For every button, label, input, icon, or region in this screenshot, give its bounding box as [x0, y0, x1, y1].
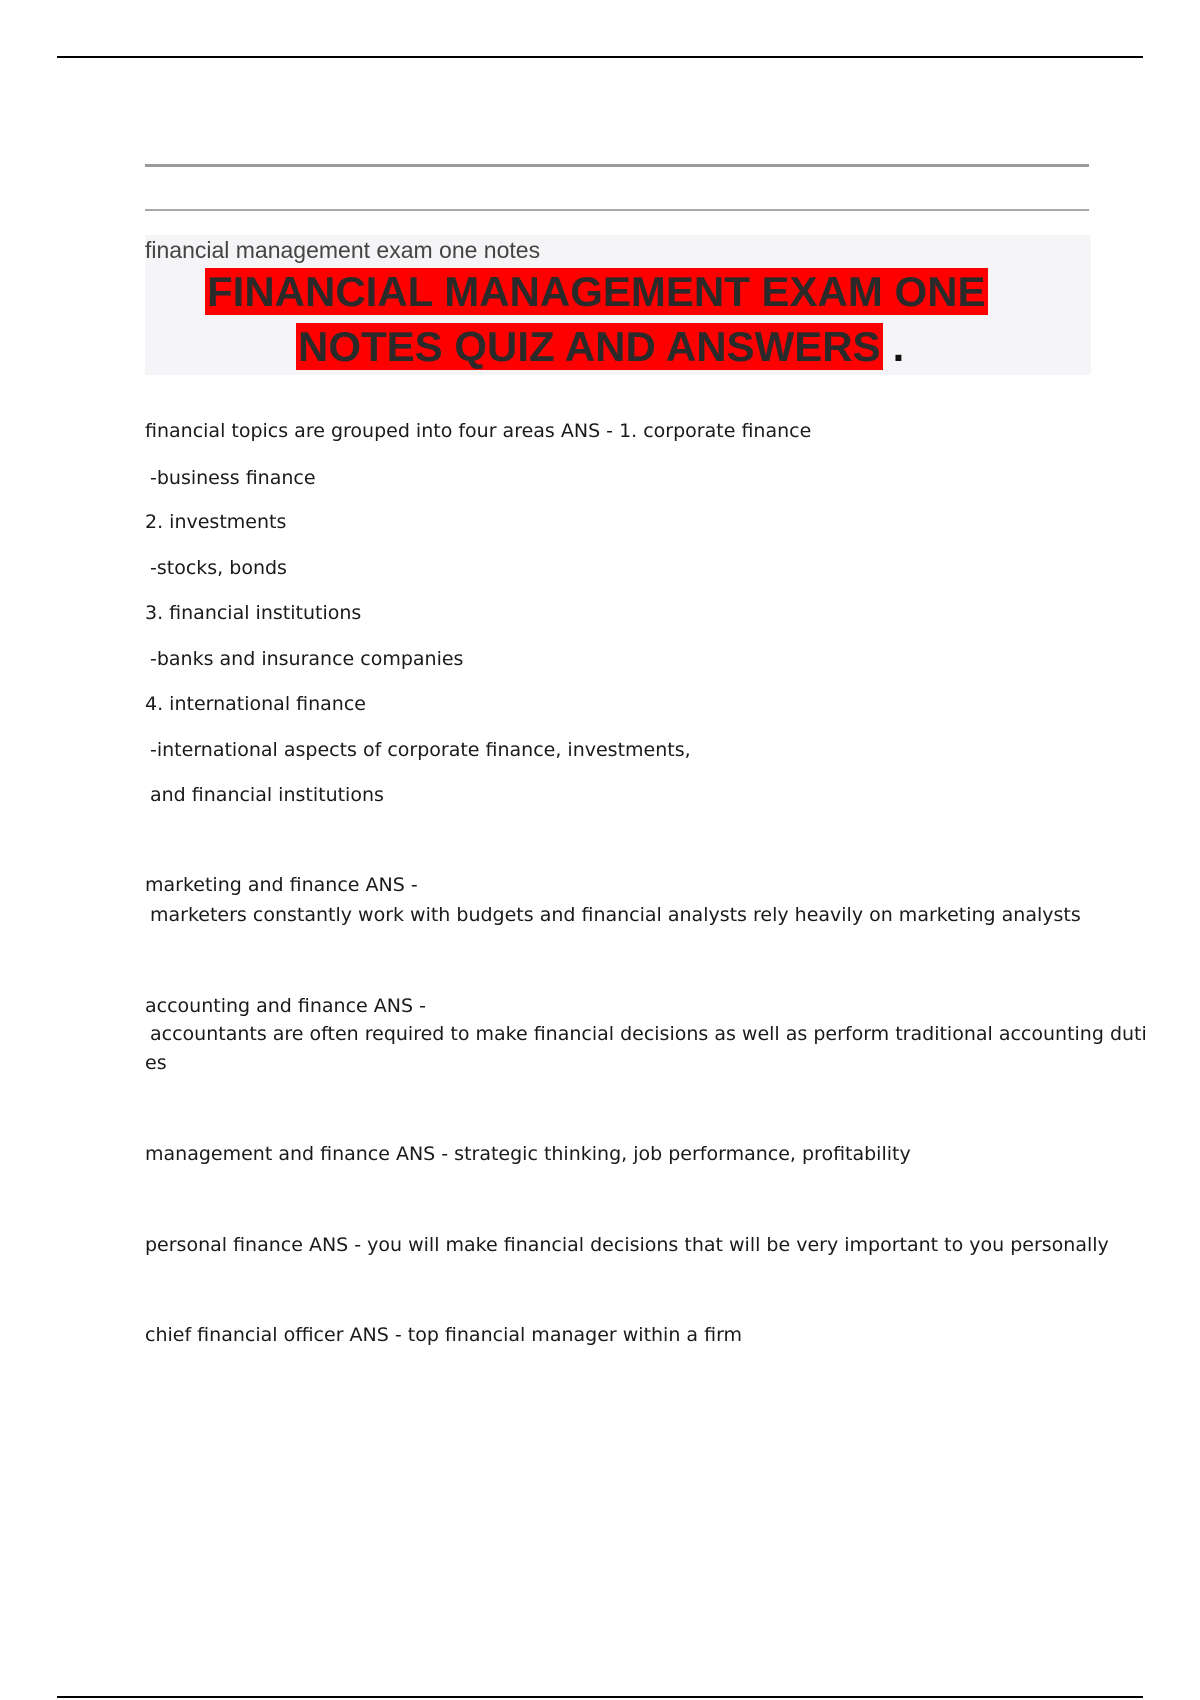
entry-areas-4: 4. international finance — [145, 693, 366, 715]
entry-accounting-answer-cont: es — [145, 1052, 167, 1074]
title-dot: . — [892, 323, 905, 370]
entry-areas-1-detail: -business finance — [150, 467, 316, 489]
entry-marketing-answer: marketers constantly work with budgets and financial analysts rely heavily on marketing analysts — [150, 904, 1081, 926]
entry-management: management and finance ANS - strategic thinking, job performance, profitability — [145, 1143, 911, 1165]
entry-areas-2-detail: -stocks, bonds — [150, 557, 287, 579]
entry-personal-finance: personal finance ANS - you will make financial decisions that will be very important to you personally — [145, 1234, 1109, 1256]
document-subtitle: financial management exam one notes — [145, 237, 541, 263]
header-divider-bottom — [145, 209, 1089, 211]
entry-areas-question: financial topics are grouped into four areas ANS - 1. corporate finance — [145, 420, 812, 442]
header-divider-top — [145, 164, 1089, 167]
title-highlight-2: NOTES QUIZ AND ANSWERS — [298, 323, 881, 370]
entry-accounting-answer: accountants are often required to make financial decisions as well as perform traditional accounting duti — [150, 1023, 1147, 1045]
entry-areas-2: 2. investments — [145, 511, 287, 533]
entry-areas-3: 3. financial institutions — [145, 602, 362, 624]
document-title-line-2 — [296, 322, 904, 372]
entry-accounting-question: accounting and finance ANS - — [145, 995, 426, 1017]
page-bottom-rule — [57, 1696, 1143, 1698]
entry-areas-4-detail-cont: and financial institutions — [150, 784, 384, 806]
entry-marketing-question: marketing and finance ANS - — [145, 874, 418, 896]
entry-areas-3-detail: -banks and insurance companies — [150, 648, 464, 670]
page-top-rule — [57, 56, 1143, 58]
entry-cfo: chief financial officer ANS - top financial manager within a firm — [145, 1324, 743, 1346]
entry-areas-4-detail: -international aspects of corporate finance, investments, — [150, 739, 691, 761]
title-highlight-1: FINANCIAL MANAGEMENT EXAM ONE — [207, 268, 986, 315]
document-title-line-1 — [205, 267, 988, 317]
